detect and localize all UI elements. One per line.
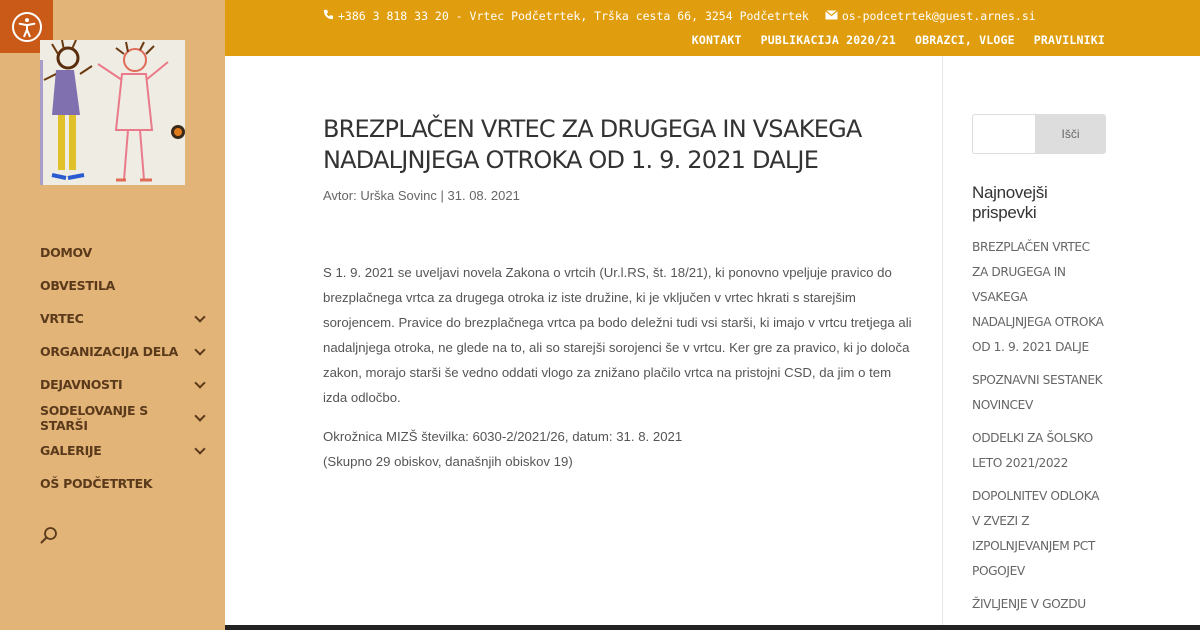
post-circular-text: Okrožnica MIZŠ številka: 6030-2/2021/26, datum: 31. 8. 2021 [323,429,683,444]
site-logo[interactable] [40,40,185,185]
recent-post-link[interactable]: ŽIVLJENJE V GOZDU [972,597,1086,611]
email-text: os-podcetrtek@guest.arnes.si [841,9,1036,23]
visit-counter: (Skupno 29 obiskov, današnjih obiskov 19) [323,454,573,469]
top-bar [225,0,1200,56]
sidebar-item-label: GALERIJE [40,443,102,458]
post-body [323,260,913,488]
sidebar-item-domov[interactable] [40,236,210,269]
chevron-down-icon[interactable] [194,344,205,355]
sidebar-item-label: OŠ PODČETRTEK [40,476,153,491]
contact-info [323,9,1036,23]
sidebar-item-obvestila[interactable] [40,269,210,302]
top-nav [692,33,1105,47]
sidebar-item-label: ORGANIZACIJA DELA [40,344,178,359]
sidebar-item-label: OBVESTILA [40,278,115,293]
top-nav-obrazci-vloge[interactable]: OBRAZCI, VLOGE [915,33,1015,47]
search-icon[interactable] [40,526,60,546]
recent-post-link[interactable]: BREZPLAČEN VRTEC ZA DRUGEGA IN VSAKEGA NADALJNJEGA OTROKA OD 1. 9. 2021 DALJE [972,240,1104,354]
sidebar-item-label: DOMOV [40,245,92,260]
sidebar-item-galerije[interactable] [40,434,210,467]
sidebar-item-dejavnosti[interactable] [40,368,210,401]
content-divider [942,56,943,626]
sidebar [0,0,225,630]
sidebar-item-organizacija-dela[interactable] [40,335,210,368]
sidebar-item-label: DEJAVNOSTI [40,377,123,392]
sidebar-item-vrtec[interactable] [40,302,210,335]
top-nav-pravilniki[interactable]: PRAVILNIKI [1033,33,1105,47]
recent-post-link[interactable]: ODDELKI ZA ŠOLSKO LETO 2021/2022 [972,431,1093,470]
widget-search [972,114,1106,154]
post-title: BREZPLAČEN VRTEC ZA DRUGEGA IN VSAKEGA NADALJNJEGA OTROKA OD 1. 9. 2021 DALJE [323,115,862,174]
recent-post-link[interactable]: SPOZNAVNI SESTANEK NOVINCEV [972,373,1103,412]
sidebar-item-label: VRTEC [40,311,84,326]
email-link[interactable] [825,9,1036,23]
accessibility-icon [12,12,42,42]
post-paragraph: S 1. 9. 2021 se uveljavi novela Zakona o vrtcih (Ur.l.RS, št. 18/21), ki ponovno vpeljuje pravico do brezplačnega vrtca za drugega otroka iz iste družine, ki je vključen v vrtec hkrati s starejšim sorojencem. Pravice do brezplačnega vrtca pa bodo deležni tudi vsi starši, ki imajo v vrtcu tretjega ali nadaljnjega otroka, ne glede na to, ali so starejši sorojenci še v vrtcu. Ker gre za pravico, ki jo določa zakon, morajo starši še vedno oddati vlogo za znižano plačilo vrtca na pristojni CSD, da jim o tem izda odločbo. [323,265,912,405]
sidebar-item-os-podcetrtek[interactable] [40,467,210,500]
search-button[interactable]: Išči [1035,114,1106,154]
sidebar-nav [40,236,210,500]
recent-posts-title: Najnovejši prispevki [972,183,1048,222]
sidebar-widget [972,114,1106,625]
top-nav-kontakt[interactable]: KONTAKT [691,33,742,47]
chevron-down-icon[interactable] [194,377,205,388]
footer-strip [225,625,1200,630]
main-content [225,56,942,626]
chevron-down-icon[interactable] [194,311,205,322]
chevron-down-icon[interactable] [194,443,205,454]
post-meta: Avtor: Urška Sovinc | 31. 08. 2021 [323,188,520,203]
mail-icon [825,9,838,23]
recent-post-link[interactable]: DOPOLNITEV ODLOKA V ZVEZI Z IZPOLNJEVANJEM PCT POGOJEV [972,489,1100,578]
recent-posts-list [972,235,1106,617]
sidebar-item-label: SODELOVANJE S STARŠI [40,402,148,433]
phone-icon [323,9,334,23]
search-input[interactable] [972,114,1035,154]
post-paragraph [323,424,913,474]
phone-address-text: +386 3 818 33 20 - Vrtec Podčetrtek, Trška cesta 66, 3254 Podčetrtek [338,9,809,23]
sidebar-item-sodelovanje-s-starsi[interactable] [40,401,210,434]
top-nav-publikacija[interactable]: PUBLIKACIJA 2020/21 [760,33,897,47]
chevron-down-icon[interactable] [194,410,205,421]
